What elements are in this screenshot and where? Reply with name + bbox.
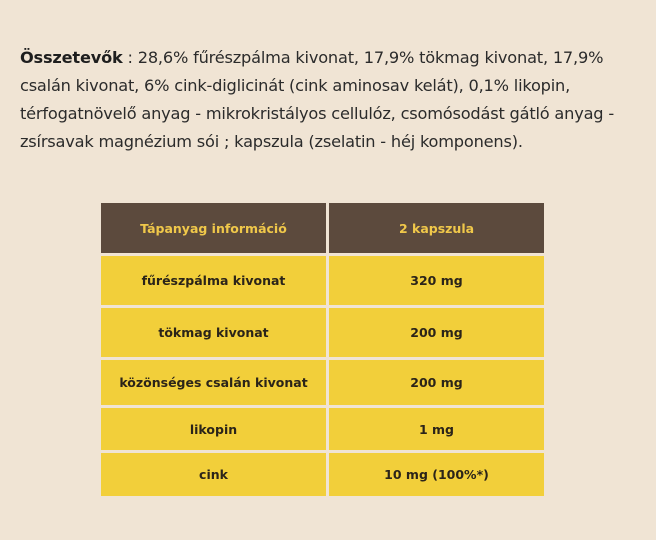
table-row [101, 408, 544, 450]
table-row [101, 360, 544, 405]
nutrient-amount: 200 mg [329, 308, 544, 357]
table-header-row [101, 203, 544, 253]
nutrient-amount: 320 mg [329, 256, 544, 305]
nutrient-name: likopin [101, 408, 326, 450]
ingredients-paragraph [20, 44, 640, 156]
nutrient-amount: 1 mg [329, 408, 544, 450]
nutrient-name: közönséges csalán kivonat [101, 360, 326, 405]
header-amount: 2 kapszula [329, 203, 544, 253]
ingredients-text: : 28,6% fűrészpálma kivonat, 17,9% tökmag kivonat, 17,9% csalán kivonat, 6% cink-diglicinát (cink aminosav kelát), 0,1% likopin, térfogatnövelő anyag - mikrokristályos cellulóz, csomósodást gátló anyag - zsírsavak magnézium sói ; kapszula (zselatin - héj komponens). [20, 48, 614, 151]
header-nutrient: Tápanyag információ [101, 203, 326, 253]
nutrient-name: cink [101, 453, 326, 496]
nutrition-table [98, 200, 547, 499]
nutrient-name: tökmag kivonat [101, 308, 326, 357]
nutrient-name: fűrészpálma kivonat [101, 256, 326, 305]
table-row [101, 308, 544, 357]
table-row [101, 256, 544, 305]
table-row [101, 453, 544, 496]
nutrient-amount: 10 mg (100%*) [329, 453, 544, 496]
nutrient-amount: 200 mg [329, 360, 544, 405]
ingredients-label: Összetevők [20, 48, 123, 67]
